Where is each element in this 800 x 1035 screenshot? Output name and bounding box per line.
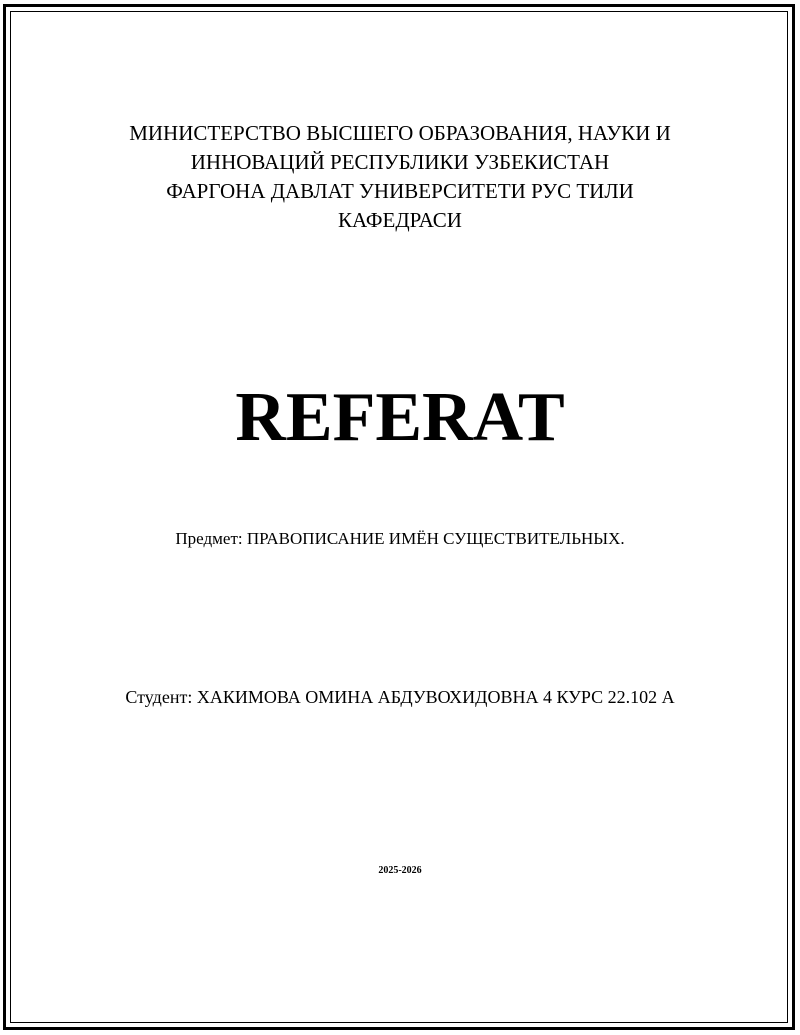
student-line: Студент: ХАКИМОВА ОМИНА АБДУВОХИДОВНА 4 КУРС 22.102 А: [125, 687, 675, 707]
header-line-1: МИНИСТЕРСТВО ВЫСШЕГО ОБРАЗОВАНИЯ, НАУКИ И: [129, 121, 671, 145]
document-title: REFERAT: [235, 379, 565, 456]
header-line-2: ИННОВАЦИЙ РЕСПУБЛИКИ УЗБЕКИСТАН: [190, 150, 610, 174]
header-line-4: КАФЕДРАСИ: [338, 208, 462, 232]
header-line-3: ФАРГОНА ДАВЛАТ УНИВЕРСИТЕТИ РУС ТИЛИ: [166, 179, 634, 203]
institution-header: [0, 119, 800, 235]
academic-year: 2025-2026: [378, 865, 422, 876]
subject-line: Предмет: ПРАВОПИСАНИЕ ИМЁН СУЩЕСТВИТЕЛЬНЫХ.: [175, 529, 625, 548]
